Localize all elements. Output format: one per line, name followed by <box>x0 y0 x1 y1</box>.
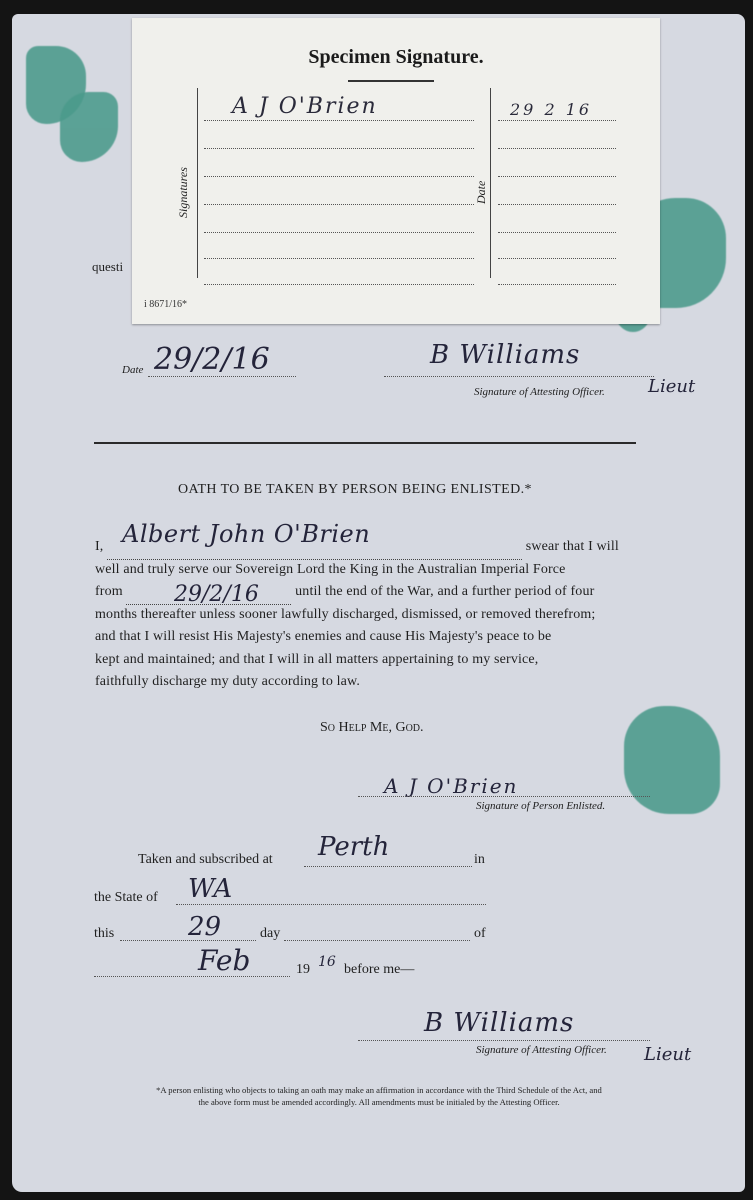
date-line-7 <box>498 284 616 285</box>
partial-question-text: questi <box>92 259 124 274</box>
oath-line-5: and that I will resist His Majesty's enemies and cause His Majesty's peace to be <box>95 629 552 644</box>
top-attesting-signature: B Williams <box>430 340 581 370</box>
signatures-column-rule <box>197 88 198 278</box>
oath-line-2: well and truly serve our Sovereign Lord the King in the Australian Imperial Force <box>95 561 566 577</box>
date-line-1 <box>498 120 616 121</box>
footnote-line-2: the above form must be amended accordingly. All amendments must be initialed by the Attesting Officer. <box>198 1097 560 1107</box>
top-attesting-rank: Lieut <box>648 376 696 397</box>
enlisted-signature: A J O'Brien <box>384 774 519 798</box>
oath-heading: OATH TO BE TAKEN BY PERSON BEING ENLISTED.* <box>178 482 532 497</box>
month-line <box>284 940 470 941</box>
of-word: of <box>474 926 486 941</box>
day-handwritten: 29 <box>188 912 222 942</box>
specimen-signature-entry: A J O'Brien <box>232 94 378 119</box>
card-title-rule <box>348 80 434 82</box>
stain-top-left-2 <box>60 92 118 162</box>
signature-line-4 <box>204 204 474 205</box>
enlisted-signature-caption: Signature of Person Enlisted. <box>476 800 606 812</box>
year-handwritten: 16 <box>318 954 336 970</box>
date-line-4 <box>498 204 616 205</box>
card-form-code: i 8671/16* <box>144 299 188 310</box>
oath-line-7: faithfully discharge my duty according to law. <box>95 674 361 689</box>
officer-signature: B Williams <box>424 1008 575 1038</box>
oath-line-6: kept and maintained; and that I will in all matters appertaining to my service, <box>95 651 539 667</box>
signature-line-6 <box>204 258 474 259</box>
this-word: this <box>94 926 115 941</box>
from-prefix: from <box>95 584 123 599</box>
oath-prefix: I, <box>95 539 104 554</box>
state-handwritten: WA <box>188 874 233 904</box>
oath-line-4: months thereafter unless sooner lawfully discharged, dismissed, or removed therefrom; <box>95 606 596 622</box>
date-line-3 <box>498 176 616 177</box>
specimen-signature-card <box>132 18 660 324</box>
state-prefix: the State of <box>94 890 158 905</box>
signature-line-2 <box>204 148 474 149</box>
state-line <box>176 904 486 905</box>
top-date-label: Date <box>122 364 144 376</box>
place-handwritten: Perth <box>318 832 390 862</box>
footnote-line-1: *A person enlisting who objects to taking an oath may make an affirmation in accordance with the Third Schedule of the Act, and <box>156 1085 602 1095</box>
officer-signature-caption: Signature of Attesting Officer. <box>476 1044 607 1056</box>
enlistee-name-handwritten: Albert John O'Brien <box>122 520 371 548</box>
date-line-6 <box>498 258 616 259</box>
enlisted-signature-line <box>358 796 650 797</box>
officer-rank: Lieut <box>644 1044 692 1065</box>
stain-right-middle <box>624 706 720 814</box>
in-word: in <box>474 852 485 867</box>
oath-paragraph <box>95 536 687 694</box>
day-word: day <box>260 926 281 941</box>
date-line-5 <box>498 232 616 233</box>
oath-closing: So Help Me, God. <box>320 720 424 735</box>
footnote <box>84 1084 674 1108</box>
top-date-value: 29/2/16 <box>154 342 270 377</box>
oath-line3-suffix: until the end of the War, and a further period of four <box>295 584 595 599</box>
officer-signature-line <box>358 1040 650 1041</box>
attestation-page <box>12 14 745 1192</box>
before-me-text: before me— <box>344 962 415 977</box>
specimen-date-entry: 29 2 16 <box>510 100 593 119</box>
year-prefix: 19 <box>296 962 310 977</box>
signature-line-1 <box>204 120 474 121</box>
date-label: Date <box>474 180 488 204</box>
date-line-2 <box>498 148 616 149</box>
top-attesting-line <box>384 376 654 377</box>
signature-line-7 <box>204 284 474 285</box>
place-line <box>304 866 472 867</box>
month-value-line <box>94 976 290 977</box>
taken-prefix: Taken and subscribed at <box>138 852 273 867</box>
card-title: Specimen Signature. <box>308 46 484 68</box>
section-divider <box>94 442 636 444</box>
top-attesting-caption: Signature of Attesting Officer. <box>474 386 605 398</box>
month-handwritten: Feb <box>198 944 251 977</box>
signature-line-3 <box>204 176 474 177</box>
signatures-label: Signatures <box>176 167 190 218</box>
signature-line-5 <box>204 232 474 233</box>
from-date-handwritten: 29/2/16 <box>174 582 259 607</box>
date-column-rule <box>490 88 491 278</box>
oath-line1-suffix: swear that I will <box>525 539 619 554</box>
